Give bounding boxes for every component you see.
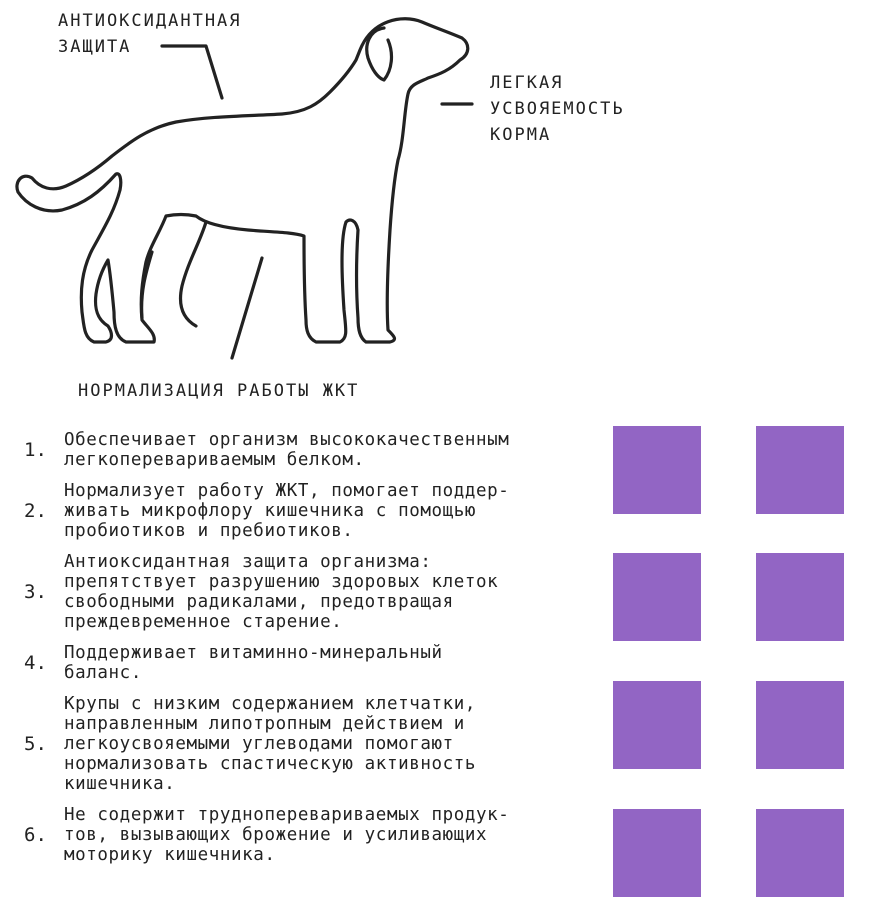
list-item <box>18 694 593 794</box>
purple-square-icon <box>613 553 701 641</box>
purple-square-icon <box>756 426 844 514</box>
dog-outline-icon <box>0 0 869 400</box>
list-item-number: 4. <box>24 652 47 674</box>
list-item <box>18 481 593 541</box>
list-item-text: Нормализует работу ЖКТ, помогает поддер- живать микрофлору кишечника с помощью пробиотиков и пребиотиков. <box>64 481 510 541</box>
list-item-text: Поддерживает витаминно-минеральный баланс. <box>64 643 443 683</box>
list-item-number: 1. <box>24 439 47 461</box>
list-item-number: 2. <box>24 500 47 522</box>
purple-square-icon <box>756 681 844 769</box>
list-item-text: Не содержит трудноперевариваемых продук- тов, вызывающих брожение и усиливающих моторику кишечника. <box>64 805 510 865</box>
list-item-number: 3. <box>24 581 47 603</box>
list-item <box>18 552 593 632</box>
list-item-number: 6. <box>24 824 47 846</box>
dog-ear-outline <box>367 28 392 80</box>
purple-square-icon <box>613 809 701 897</box>
list-item-number: 5. <box>24 733 47 755</box>
purple-square-icon <box>756 809 844 897</box>
callout-antioxidant: АНТИОКСИДАНТНАЯ ЗАЩИТА <box>58 11 242 57</box>
callout-gut: НОРМАЛИЗАЦИЯ РАБОТЫ ЖКТ <box>78 381 360 401</box>
callout-digestibility: ЛЕГКАЯ УСВОЯЕМОСТЬ КОРМА <box>490 73 625 145</box>
dog-inner-leg-line <box>181 222 206 326</box>
dog-body-outline <box>17 19 468 342</box>
benefits-list <box>18 430 593 876</box>
list-item-text: Крупы с низким содержанием клетчатки, направленным липотропным действием и легкоусвояемыми углеводами помогают нормализовать спастическую активность кишечника. <box>64 694 477 794</box>
purple-square-icon <box>756 553 844 641</box>
list-item-text: Обеспечивает организм высококачественным легкоперевариваемым белком. <box>64 430 510 470</box>
list-item <box>18 643 593 683</box>
purple-square-icon <box>613 426 701 514</box>
list-item <box>18 430 593 470</box>
purple-square-icon <box>613 681 701 769</box>
list-item-text: Антиоксидантная защита организма: препятствует разрушению здоровых клеток свободными радикалами, предотвращая преждевременное старение. <box>64 552 499 632</box>
callout-line-gut <box>232 258 262 358</box>
list-item <box>18 805 593 865</box>
